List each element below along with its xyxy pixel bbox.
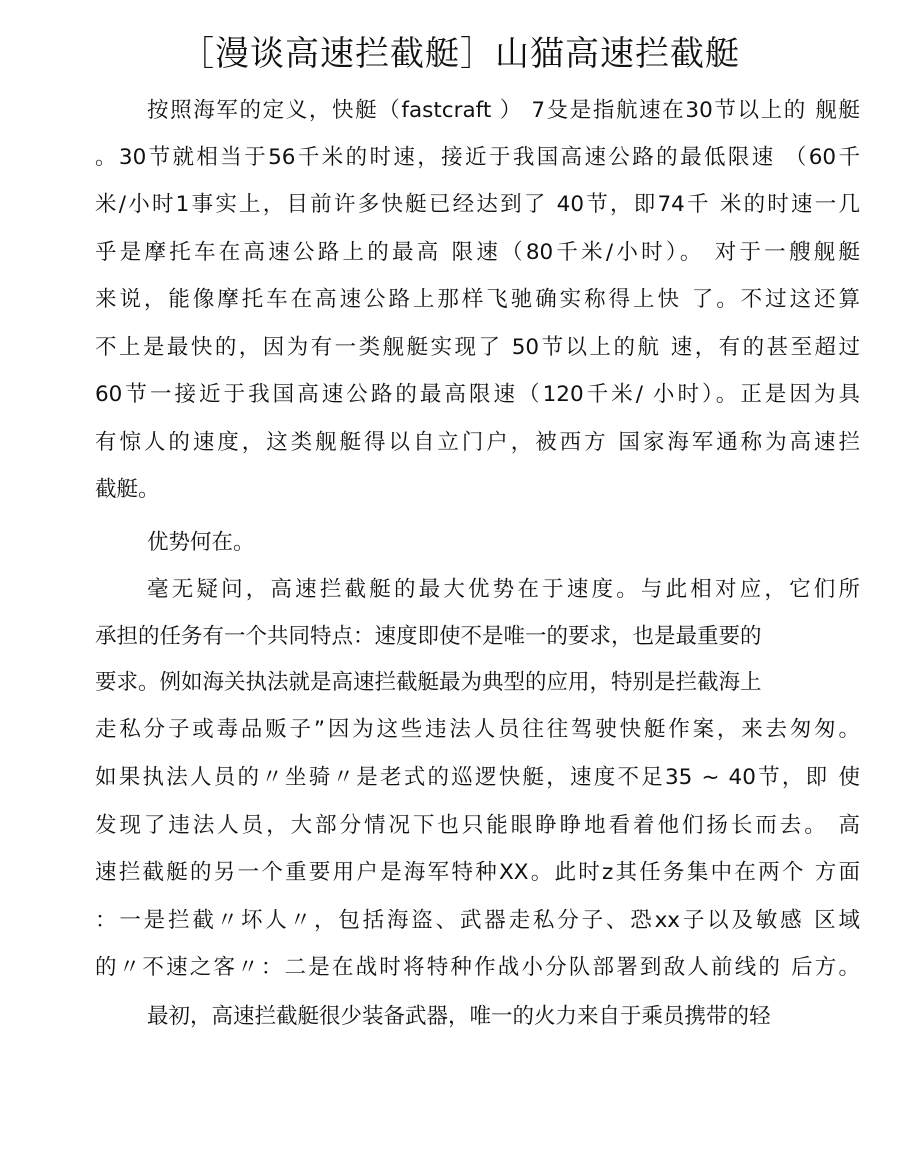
paragraph-line: 走私分子或毒品贩子”因为这些违法人员往往驾驶快艇作案，来去匆匆。: [95, 717, 860, 742]
paragraph-line: 毫无疑问，高速拦截艇的最大优势在于速度。与此相对应，它们所: [147, 577, 860, 602]
paragraph-line: 有惊人的速度，这类舰艇得以自立门户，被西方 国家海军通称为高速拦: [95, 430, 860, 455]
paragraph-line: 按照海军的定义，快艇（fastcraft ） 7殳是指航速在30节以上的 舰艇: [147, 98, 860, 123]
paragraph-line: 承担的任务有一个共同特点：速度即使不是唯一的要求，也是最重要的: [95, 624, 762, 649]
document-title: ［漫谈高速拦截艇］山猫高速拦截艇: [180, 34, 740, 74]
paragraph-line: 。30节就相当于56千米的时速，接近于我国高速公路的最低限速 （60千: [95, 145, 860, 170]
paragraph-line: 速拦截艇的另一个重要用户是海军特种XX。此时z其任务集中在两个 方面: [95, 860, 860, 885]
paragraph-line: 发现了违法人员，大部分情况下也只能眼睁睁地看着他们扬长而去。 高: [95, 813, 860, 838]
paragraph-line: 来说，能像摩托车在高速公路上那样飞驰确实称得上快 了。不过这还算: [95, 287, 860, 312]
paragraph-line: 乎是摩托车在高速公路上的最高 限速（80千米/小时）。 对于一艘舰艇: [95, 240, 860, 265]
paragraph-line: 米/小时1事实上，目前许多快艇已经达到了 40节，即74千 米的时速一几: [95, 192, 860, 217]
paragraph-line: ：一是拦截〃坏人〃，包括海盗、武器走私分子、恐xx子以及敏感 区域: [95, 908, 860, 933]
paragraph-line: 如果执法人员的〃坐骑〃是老式的巡逻快艇，速度不足35 ~ 40节，即 使: [95, 765, 860, 790]
paragraph-line: 截艇。: [95, 477, 160, 502]
section-heading: 优势何在。: [147, 530, 255, 555]
paragraph-line: 60节一接近于我国高速公路的最高限速（120千米/ 小时）。正是因为具: [95, 382, 860, 407]
paragraph-line: 最初，高速拦截艇很少装备武器，唯一的火力来自于乘员携带的轻: [147, 1004, 771, 1029]
paragraph-line: 不上是最快的，因为有一类舰艇实现了 50节以上的航 速，有的甚至超过: [95, 335, 860, 360]
paragraph-line: 的〃不速之客〃：二是在战时将特种作战小分队部署到敌人前线的 后方。: [95, 955, 860, 980]
paragraph-line: 要求。例如海关执法就是高速拦截艇最为典型的应用，特别是拦截海上: [95, 670, 762, 695]
